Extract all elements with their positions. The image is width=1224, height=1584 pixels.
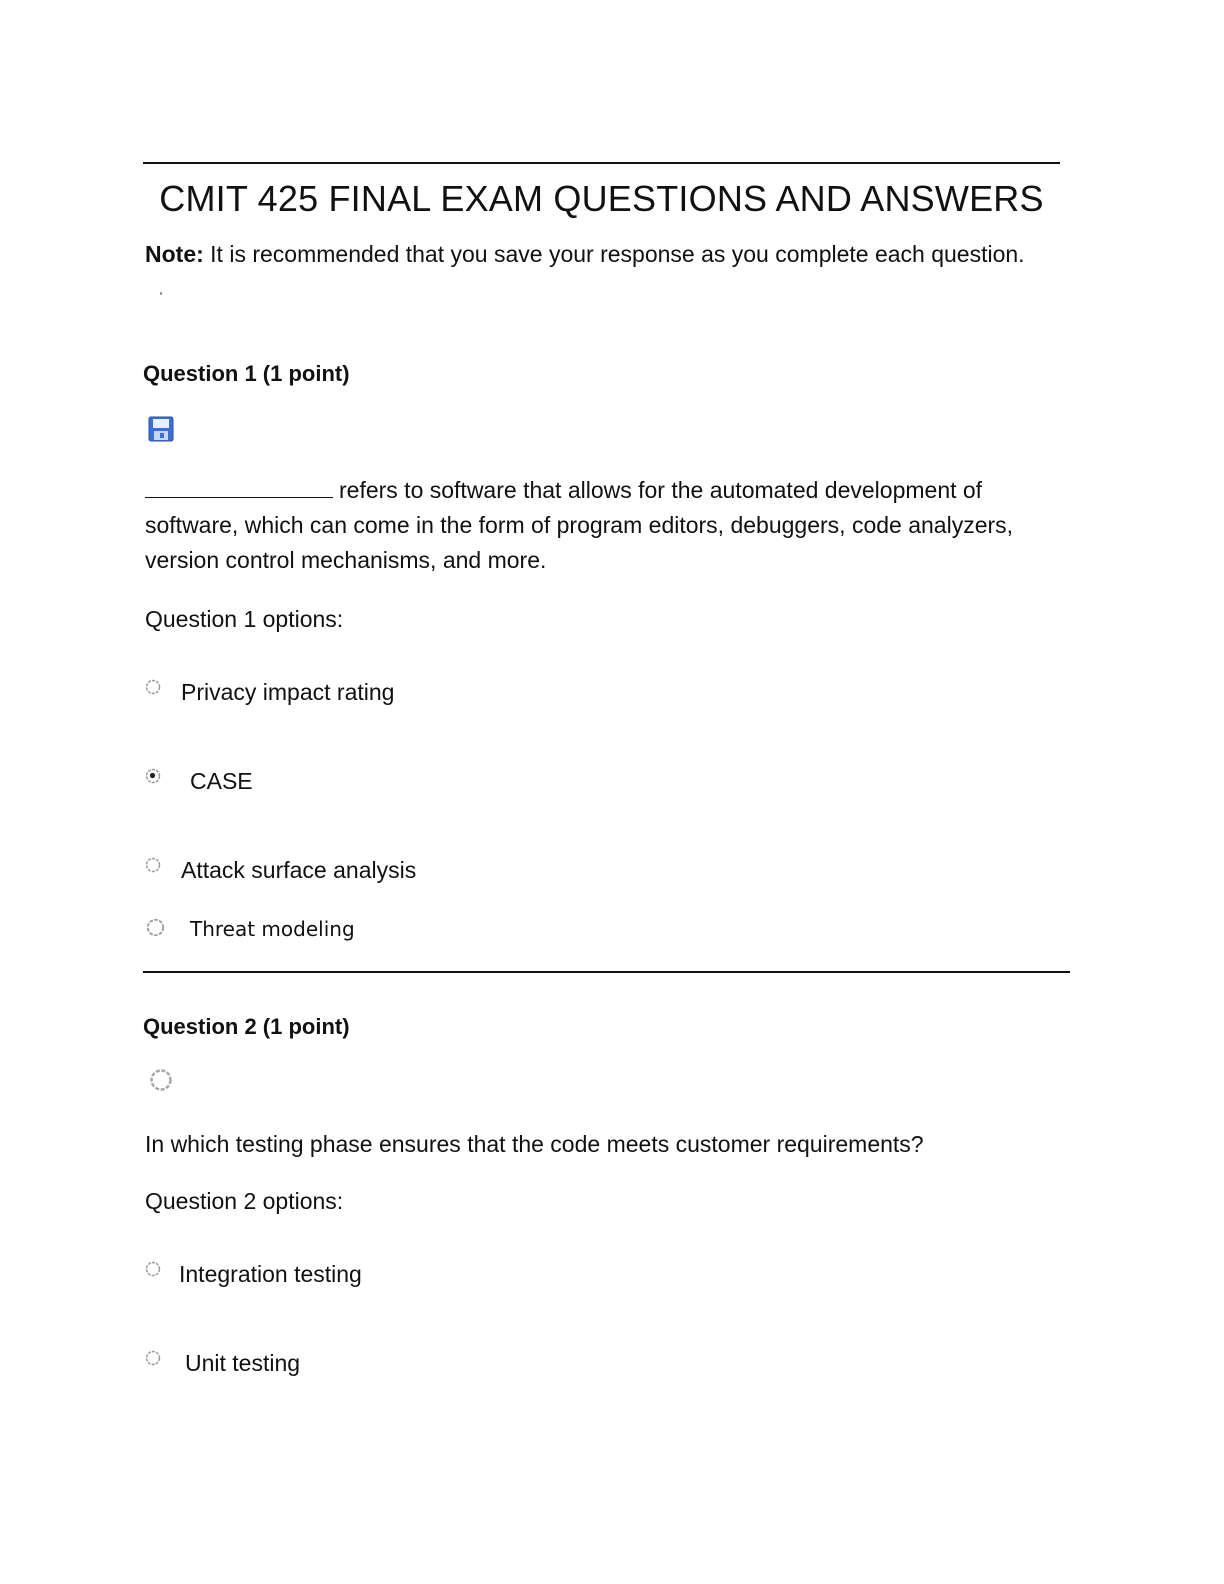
stray-mark	[160, 292, 162, 295]
note-body: It is recommended that you save your response as you complete each question.	[203, 241, 1025, 267]
option-label: CASE	[190, 768, 253, 794]
radio-unselected-icon[interactable]	[146, 918, 165, 937]
question-2-options-label: Question 2 options:	[145, 1188, 344, 1214]
question-1-options-label: Question 1 options:	[145, 606, 344, 632]
option-label: Attack surface analysis	[181, 857, 417, 883]
question-1-heading: Question 1 (1 point)	[143, 361, 350, 386]
option-label: Privacy impact rating	[181, 679, 395, 705]
note-text	[145, 238, 1025, 270]
radio-unselected-icon[interactable]	[145, 1350, 161, 1366]
option-label: Unit testing	[185, 1350, 301, 1376]
top-divider	[143, 162, 1060, 164]
radio-selected-icon[interactable]	[145, 768, 161, 784]
radio-unselected-icon[interactable]	[145, 1261, 161, 1277]
radio-unselected-icon[interactable]	[145, 857, 161, 873]
radio-unselected-icon[interactable]	[145, 679, 161, 695]
question-2-heading: Question 2 (1 point)	[143, 1014, 350, 1039]
question-divider	[143, 971, 1070, 973]
save-icon[interactable]	[148, 416, 174, 442]
question-1-text	[145, 473, 1065, 578]
question-2-text: In which testing phase ensures that the code meets customer requirements?	[145, 1131, 924, 1157]
fill-in-blank	[145, 475, 333, 498]
page-title: CMIT 425 FINAL EXAM QUESTIONS AND ANSWERS	[159, 178, 1044, 219]
option-label: Integration testing	[179, 1261, 362, 1287]
question-1-body: refers to software that allows for the automated development of software, which can come in the form of program editors, debuggers, code analyzers, version control mechanisms, and more.	[145, 477, 1014, 573]
option-label: Threat modeling	[190, 917, 355, 941]
loading-spinner-icon	[148, 1067, 174, 1093]
note-label: Note:	[145, 241, 204, 267]
